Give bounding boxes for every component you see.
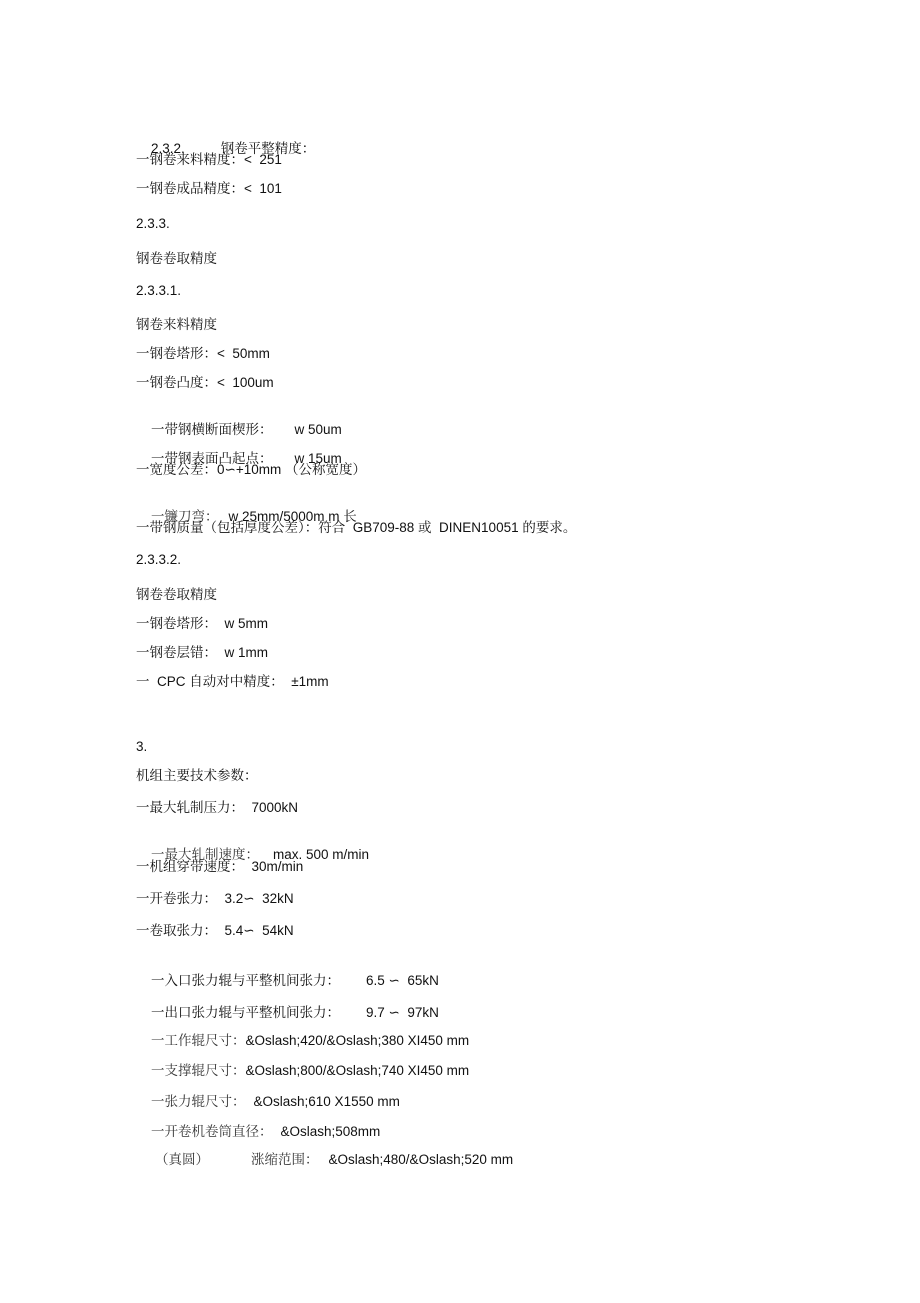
spec-value: &Oslash;610 X1550 mm [253, 1094, 400, 1109]
spec-value: &Oslash;800/&Oslash;740 XI450 mm [245, 1063, 470, 1078]
spec-label: 一开卷机卷筒直径： [151, 1124, 273, 1139]
spec-value: 9.7 ∽ 97kN [366, 1005, 439, 1020]
heading-2-3-3-title: 钢卷卷取精度 [136, 251, 217, 266]
spec-line: 一机组穿带速度： 30m/min [136, 859, 304, 874]
spec-label: 一张力辊尺寸： [151, 1094, 246, 1109]
heading-2-3-3-2-number: 2.3.3.2. [136, 552, 182, 567]
spec-line: 一 CPC 自动对中精度： ±1mm [136, 674, 329, 689]
spec-value: 6.5 ∽ 65kN [366, 973, 439, 988]
spec-line: 一钢卷成品精度：< 101 [136, 181, 282, 196]
spec-label: 一工作辊尺寸： [151, 1033, 246, 1048]
spec-line: 一钢卷塔形： w 5mm [136, 616, 269, 631]
spec-value: &Oslash;420/&Oslash;380 XI450 mm [245, 1033, 470, 1048]
spec-value: &Oslash;480/&Oslash;520 mm [328, 1152, 514, 1167]
spec-line: 一卷取张力： 5.4∽ 54kN [136, 923, 294, 938]
spec-label: 一带钢表面凸起点： [151, 451, 273, 466]
spec-value: w 25mm/5000m m 长 [228, 509, 357, 524]
spec-label: 一出口张力辊与平整机间张力： [151, 1005, 341, 1020]
heading-2-3-3-1-title: 钢卷来料精度 [136, 317, 217, 332]
spec-label: 涨缩范围： [251, 1152, 319, 1167]
spec-line: 一钢卷凸度：< 100um [136, 375, 274, 390]
spec-line: 一钢卷来料精度：< 251 [136, 152, 282, 167]
spec-line [140, 1133, 513, 1187]
heading-2-3-3-2-title: 钢卷卷取精度 [136, 587, 217, 602]
heading-title: 钢卷平整精度： [220, 141, 316, 156]
spec-line: 一宽度公差：0∽+10mm （公称宽度） [136, 462, 366, 477]
spec-line: 一钢卷塔形：< 50mm [136, 346, 270, 361]
spec-label: 一镰刀弯： [151, 509, 219, 524]
spec-value: &Oslash;508mm [280, 1124, 381, 1139]
heading-3-number: 3. [136, 739, 148, 754]
spec-label: （真圆） [155, 1152, 210, 1167]
heading-2-3-3-number: 2.3.3. [136, 216, 170, 231]
heading-2-3-3-1-number: 2.3.3.1. [136, 283, 182, 298]
spec-label: 一支撑辊尺寸： [151, 1063, 246, 1078]
heading-number: 2.3.2. [151, 141, 185, 156]
heading-3-title: 机组主要技术参数： [136, 768, 258, 783]
spec-line: 一带钢质量（包括厚度公差）：符合 GB709-88 或 DINEN10051 的要求。 [136, 520, 577, 535]
spec-value: w 15um [294, 451, 342, 466]
spec-value: max. 500 m/min [273, 847, 370, 862]
spec-line: 一最大轧制压力： 7000kN [136, 800, 299, 815]
spec-line: 一开卷张力： 3.2∽ 32kN [136, 891, 294, 906]
spec-line: 一钢卷层错： w 1mm [136, 645, 269, 660]
spec-value: w 50um [294, 422, 342, 437]
spec-label: 一最大轧制速度： [151, 847, 260, 862]
spec-label: 一带钢横断面楔形： [151, 422, 273, 437]
spec-label: 一入口张力辊与平整机间张力： [151, 973, 341, 988]
